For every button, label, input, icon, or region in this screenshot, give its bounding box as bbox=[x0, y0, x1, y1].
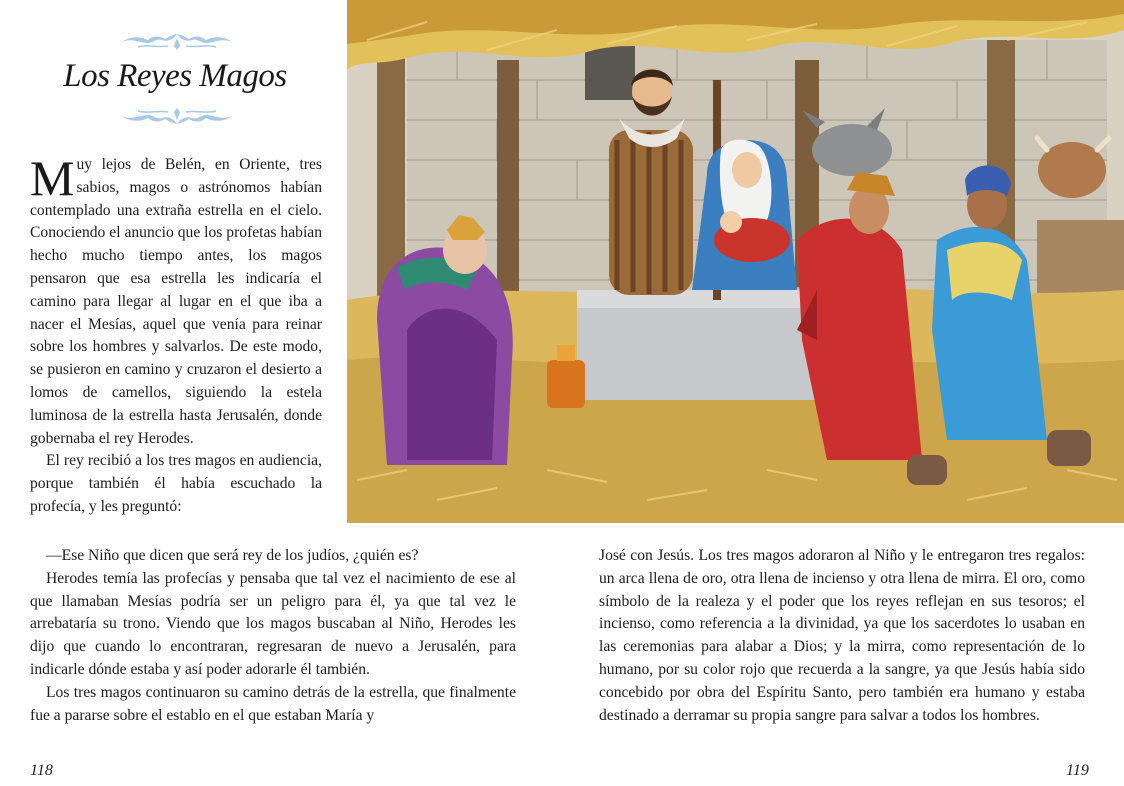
left-column-top bbox=[30, 150, 322, 519]
paragraph-2: El rey recibió a los tres magos en audiencia, porque también él había escuchado la profecía, y les preguntó: bbox=[30, 452, 322, 515]
paragraph-3: —Ese Niño que dicen que será rey de los judíos, ¿quién es? bbox=[46, 547, 419, 564]
page-number-left: 118 bbox=[30, 762, 53, 779]
donkey-head bbox=[812, 124, 892, 176]
title-ornament-bottom-icon bbox=[118, 106, 236, 126]
chapter-title: Los Reyes Magos bbox=[63, 58, 287, 94]
right-column bbox=[599, 545, 1085, 727]
paragraph-1 bbox=[30, 150, 322, 450]
gift-chest-gold bbox=[547, 360, 585, 408]
paragraph-1-text: uy lejos de Belén, en Oriente, tres sabios, magos o astrónomos habían contemplado una extraña estrella en el cielo. Conociendo el anuncio que los profetas habían hecho mucho tiempo antes, los magos pensaron que esa estrella les indicaría el camino para llegar al lugar en el que iba a nacer el Mesías, aquel que venía para reinar sobre los hombres y salvarlos. De este modo, se pusieron en camino y cruzaron el desierto a lomos de camellos, siguiendo la estela luminosa de la estrella hasta Jerusalén, donde gobernaba el rey Herodes. bbox=[30, 156, 322, 447]
page-number-right: 119 bbox=[1066, 762, 1089, 779]
paragraph-5: Los tres magos continuaron su camino detrás de la estrella, que finalmente fue a pararse sobre el establo en el que estaban María y bbox=[30, 683, 516, 724]
nativity-illustration bbox=[347, 0, 1124, 523]
left-column-bottom bbox=[30, 545, 516, 727]
paragraph-5-continued: José con Jesús. Los tres magos adoraron al Niño y le entregaron tres regalos: un arca llena de oro, otra llena de incienso y otra llena de mirra. El oro, como símbolo de la realeza y el poder que los reyes reflejan en sus tesoros; el incienso, como referencia a la divinidad, ya que los sacerdotes lo usaban en las ceremonias para alabar a Dios; y la mirra, como representación de lo humano, por su color rojo que recuerda a la sangre, ya que Jesús había sido concebido por obra del Espíritu Santo, pero también era humano y estaba destinado a derramar su propia sangre para salvar a todos los hombres. bbox=[599, 547, 1085, 724]
title-ornament-top-icon bbox=[118, 32, 236, 52]
drop-cap: M bbox=[30, 150, 75, 206]
paragraph-4: Herodes temía las profecías y pensaba que tal vez el nacimiento de ese al que llamaban Mesías podría ser un peligro para él, ya que tal vez le arrebataría su trono. Viendo que los magos buscaban al Niño, Herodes les dijo que cuando lo encontraran, regresaran de nuevo a Jerusalén, para indicarle dónde estaba y así poder adorarle él también. bbox=[30, 569, 516, 678]
